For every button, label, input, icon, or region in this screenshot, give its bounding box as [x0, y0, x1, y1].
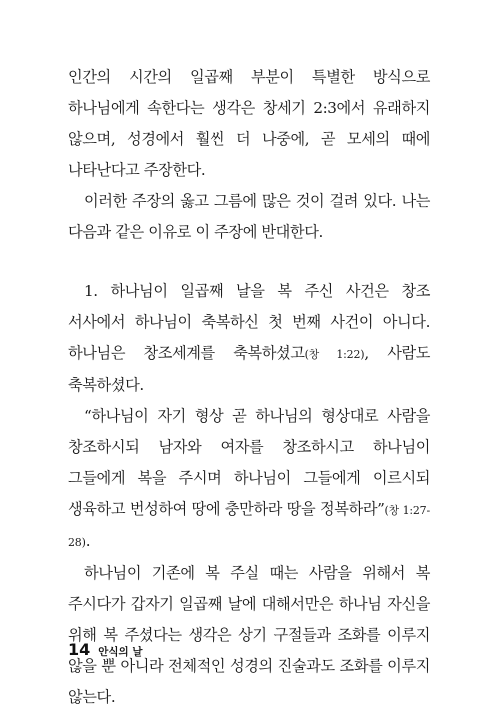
paragraph-1: 인간의 시간의 일곱째 부분이 특별한 방식으로 하나님에게 속한다는 생각은 창세기 2:3에서 유래하지 않으며, 성경에서 훨씬 더 나중에, 곧 모세의 때에 나타난다고 주장한다. [68, 68, 430, 179]
paragraph-5: 하나님이 기존에 복 주실 때는 사람을 위해서 복 주시다가 갑자기 일곱째 날에 대해서만은 하나님 자신을 위해 복 주셨다는 생각은 상기 구절들과 조화를 이루지 않을 뿐 아니라 전체적인 성경의 진술과도 조화를 이루지 않는다. [68, 564, 430, 706]
paragraph-2: 이러한 주장의 옳고 그름에 많은 것이 걸려 있다. 나는 다음과 같은 이유로 이 주장에 반대한다. [68, 192, 430, 241]
paragraph-4-quote [68, 401, 430, 558]
quote-text: “하나님이 자기 형상 곧 하나님의 형상대로 사람을 창조하시되 남자와 여자를 창조하시고 하나님이 그들에게 복을 주시며 하나님이 그들에게 이르시되 생육하고 번성하여 땅에 충만하라 땅을 정복하라” [68, 407, 430, 518]
paragraph-3 [68, 276, 430, 401]
paragraph-4-tail: . [85, 532, 91, 550]
paragraph-3-tail: , 사람도 축복하셨다. [68, 344, 431, 394]
page-number: 14 [68, 640, 91, 659]
scripture-reference: (창 1:22) [304, 348, 365, 361]
running-title: 안식의 날 [98, 646, 143, 658]
paragraph-3-text: 1. 하나님이 일곱째 날을 복 주신 사건은 창조 서사에서 하나님이 축복하신 첫 번째 사건이 아니다. 하나님은 창조세계를 축복하셨고 [68, 282, 431, 362]
section-gap [68, 248, 430, 276]
scripture-reference: (창 1:27-28) [68, 504, 430, 549]
body-text [68, 62, 430, 713]
page-footer [68, 640, 143, 659]
